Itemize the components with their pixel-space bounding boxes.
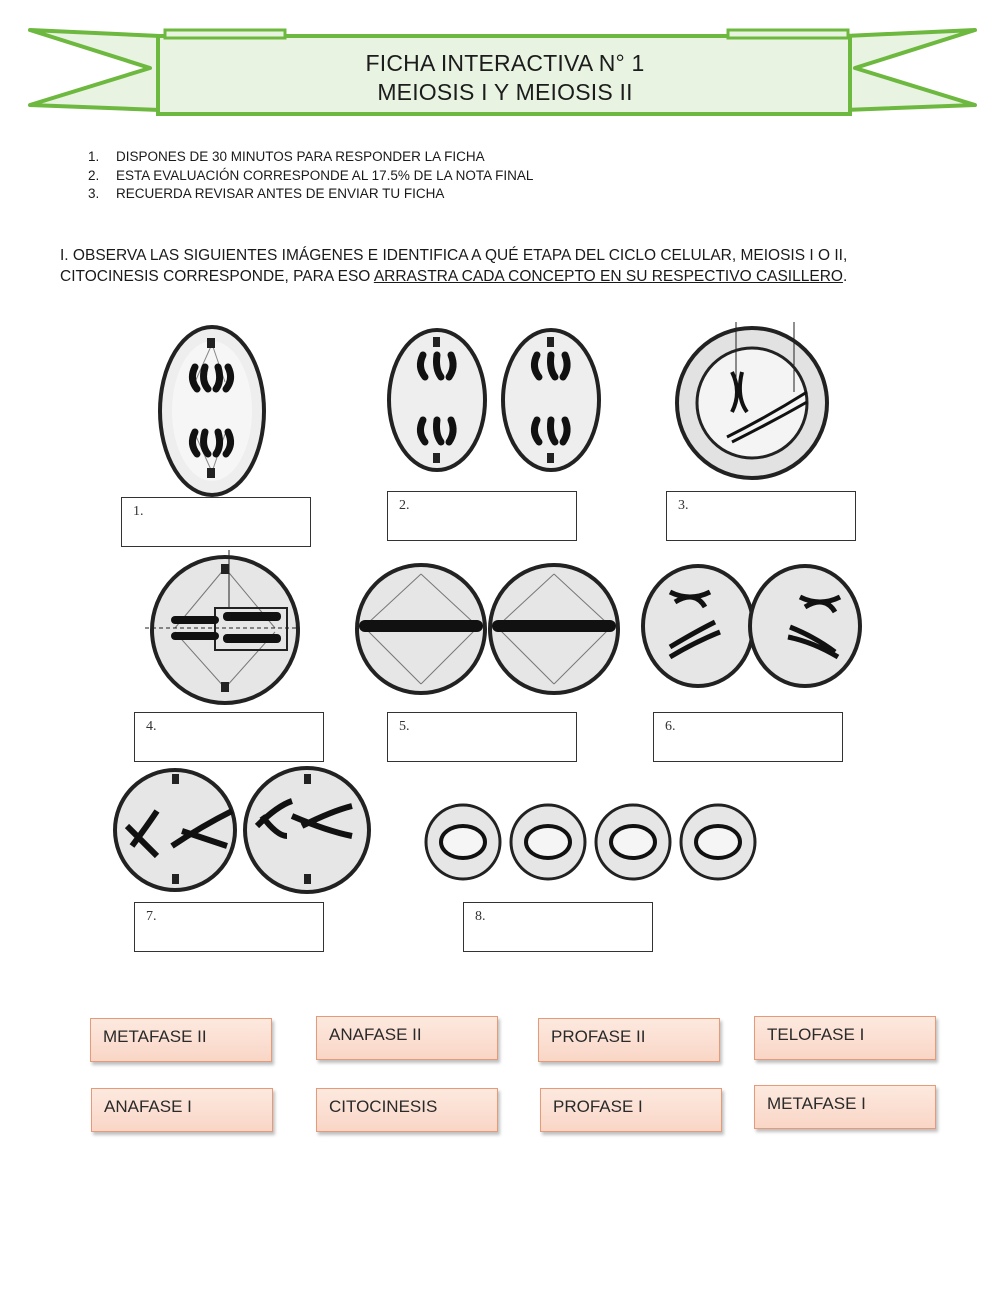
page-subtitle: MEIOSIS I Y MEIOSIS II (377, 79, 633, 105)
instructions-list (88, 148, 533, 204)
instruction-item: 1. DISPONES DE 30 MINUTOS PARA RESPONDER LA FICHA (88, 149, 485, 164)
answer-box-5[interactable]: 5. (387, 712, 577, 762)
answer-box-8[interactable]: 8. (463, 902, 653, 952)
cell-diagram-4 (145, 550, 305, 710)
cell-diagram-8 (423, 802, 763, 882)
cell-diagram-1 (150, 322, 275, 500)
task-instruction: I. OBSERVA LAS SIGUIENTES IMÁGENES E IDENTIFICA A QUÉ ETAPA DEL CICLO CELULAR, MEIOSIS I O II, CITOCINESIS CORRESPONDE, PARA ESO ARRASTRA CADA CONCEPTO EN SU RESPECTIVO CASILLERO. (60, 247, 848, 285)
cell-diagram-7 (112, 766, 377, 894)
tile-anafase-ii[interactable]: ANAFASE II (316, 1016, 498, 1060)
answer-box-1[interactable]: 1. (121, 497, 311, 547)
answer-box-4[interactable]: 4. (134, 712, 324, 762)
tile-citocinesis[interactable]: CITOCINESIS (316, 1088, 498, 1132)
instruction-item: 3. RECUERDA REVISAR ANTES DE ENVIAR TU FICHA (88, 186, 445, 201)
instruction-item: 2. ESTA EVALUACIÓN CORRESPONDE AL 17.5% DE LA NOTA FINAL (88, 167, 534, 183)
cell-diagram-6 (640, 562, 865, 690)
cell-diagram-3 (672, 322, 837, 484)
tile-metafase-ii[interactable]: METAFASE II (90, 1018, 272, 1062)
cell-diagram-2 (385, 325, 605, 475)
tile-profase-ii[interactable]: PROFASE II (538, 1018, 720, 1062)
tile-anafase-i[interactable]: ANAFASE I (91, 1088, 273, 1132)
answer-box-6[interactable]: 6. (653, 712, 843, 762)
page-title: FICHA INTERACTIVA N° 1 (365, 50, 645, 76)
tile-profase-i[interactable]: PROFASE I (540, 1088, 722, 1132)
answer-box-2[interactable]: 2. (387, 491, 577, 541)
tile-metafase-i[interactable]: METAFASE I (754, 1085, 936, 1129)
answer-box-3[interactable]: 3. (666, 491, 856, 541)
answer-box-7[interactable]: 7. (134, 902, 324, 952)
cell-diagram-5 (355, 560, 620, 698)
tile-telofase-i[interactable]: TELOFASE I (754, 1016, 936, 1060)
